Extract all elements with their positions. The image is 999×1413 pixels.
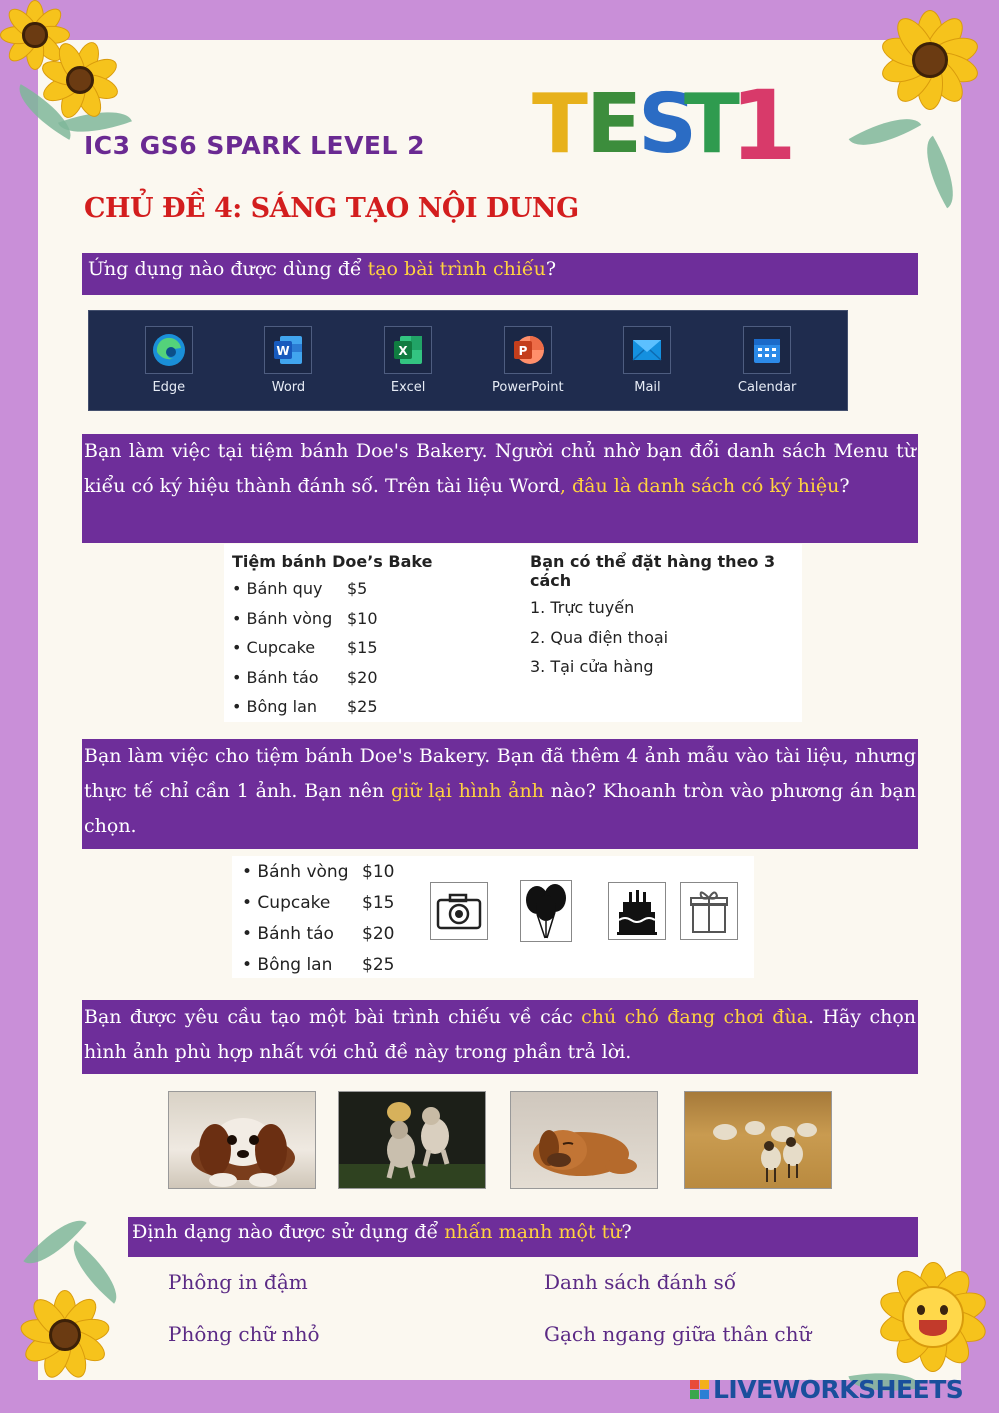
- powerpoint-icon: [504, 326, 552, 374]
- app-label: Mail: [634, 380, 661, 395]
- logo-letter: T: [532, 77, 588, 172]
- list-item: • Bánh vòng $10: [232, 608, 378, 628]
- list-item: • Bánh quy $5: [232, 579, 368, 598]
- app-icon-strip: [88, 310, 848, 411]
- question-1-bar: Ứng dụng nào được dùng để tạo bài trình chiếu?: [82, 253, 918, 295]
- logo-letter: S: [638, 77, 698, 172]
- watermark-text: LIVEWORKSHEETS: [713, 1374, 964, 1404]
- question-highlight: tạo bài trình chiếu: [367, 258, 546, 280]
- list-item: • Bông lan $25: [242, 955, 395, 975]
- list-heading: Bạn có thể đặt hàng theo 3 cách: [530, 552, 776, 590]
- liveworksheets-logo: [690, 1374, 963, 1404]
- course-title: IC3 GS6 SPARK LEVEL 2: [84, 131, 426, 160]
- image-choice-panel: [232, 856, 754, 978]
- question-2-bar: Bạn làm việc tại tiệm bánh Doe's Bakery. Người chủ nhờ bạn đổi danh sách Menu từ kiểu có ký hiệu thành đánh số. Trên tài liệu Word, đâu là danh sách có ký hiệu?: [82, 434, 918, 543]
- app-label: Edge: [152, 380, 186, 395]
- balloons-icon[interactable]: [520, 880, 572, 942]
- sheep-field-photo[interactable]: [684, 1091, 832, 1189]
- birthday-cake-icon[interactable]: [608, 882, 666, 940]
- svg-text:P: P: [518, 344, 528, 358]
- calendar-icon: [743, 326, 791, 374]
- logo-letter: T: [684, 77, 740, 172]
- app-calendar[interactable]: [717, 326, 817, 395]
- list-item: • Bông lan $25: [232, 697, 378, 716]
- list-item: • Bánh táo $20: [242, 924, 395, 944]
- option-strikethrough[interactable]: Gạch ngang giữa thân chữ: [544, 1322, 812, 1346]
- app-mail[interactable]: [597, 326, 697, 395]
- liveworksheets-icon: [690, 1380, 709, 1399]
- topic-title: CHỦ ĐỀ 4: SÁNG TẠO NỘI DUNG: [84, 193, 579, 224]
- app-word[interactable]: [238, 326, 338, 395]
- svg-text:W: W: [276, 344, 291, 358]
- list-item: • Bánh táo $20: [232, 667, 378, 687]
- excel-icon: [384, 326, 432, 374]
- question-5-bar: Định dạng nào được sử dụng để nhấn mạnh một từ?: [128, 1217, 918, 1257]
- question-highlight: chú chó đang chơi đùa: [581, 1006, 809, 1028]
- dogs-jumping-photo[interactable]: [338, 1091, 486, 1189]
- logo-letter: 1: [730, 70, 797, 182]
- list-item: • Cupcake $15: [232, 638, 378, 657]
- test-1-logo: [520, 70, 797, 182]
- question-3-bar: Bạn làm việc cho tiệm bánh Doe's Bakery. Bạn đã thêm 4 ảnh mẫu vào tài liệu, nhưng thực tế chỉ cần 1 ảnh. Bạn nên giữ lại hình ảnh nào? Khoanh tròn vào phương án bạn chọn.: [82, 739, 918, 849]
- app-label: Word: [271, 380, 306, 395]
- app-powerpoint[interactable]: [478, 326, 578, 395]
- option-numbered-list[interactable]: Danh sách đánh số: [544, 1270, 737, 1294]
- gift-box-icon[interactable]: [680, 882, 738, 940]
- app-edge[interactable]: [119, 326, 219, 395]
- app-excel[interactable]: [358, 326, 458, 395]
- app-label: PowerPoint: [492, 380, 564, 395]
- bulleted-list[interactable]: [232, 552, 432, 727]
- app-label: Excel: [390, 380, 426, 395]
- sleeping-puppy-photo[interactable]: [510, 1091, 658, 1189]
- mail-icon: [623, 326, 671, 374]
- dog-lying-photo[interactable]: [168, 1091, 316, 1189]
- numbered-list[interactable]: [530, 552, 802, 687]
- logo-letter: E: [586, 77, 643, 172]
- edge-icon: [145, 326, 193, 374]
- list-heading: Tiệm bánh Doe’s Bake: [232, 552, 433, 571]
- list-item: 3. Tại cửa hàng: [530, 657, 654, 676]
- list-item: • Cupcake $15: [242, 893, 395, 913]
- camera-icon[interactable]: [430, 882, 488, 940]
- list-item: 1. Trực tuyến: [530, 598, 635, 617]
- price-list: [242, 862, 395, 986]
- menu-list-image: [224, 544, 802, 722]
- list-item: 2. Qua điện thoại: [530, 627, 669, 647]
- option-small-font[interactable]: Phông chữ nhỏ: [168, 1322, 320, 1346]
- option-bold-font[interactable]: Phông in đậm: [168, 1270, 308, 1294]
- word-icon: [264, 326, 312, 374]
- question-highlight: , đâu là danh sách có ký hiệu: [559, 475, 840, 497]
- svg-text:X: X: [398, 344, 408, 358]
- list-item: • Bánh vòng $10: [242, 862, 395, 882]
- app-label: Calendar: [737, 380, 797, 395]
- question-4-bar: Bạn được yêu cầu tạo một bài trình chiếu về các chú chó đang chơi đùa. Hãy chọn hình ảnh phù hợp nhất với chủ đề này trong phần trả lời.: [82, 1000, 918, 1074]
- question-highlight: giữ lại hình ảnh: [391, 780, 544, 802]
- question-highlight: nhấn mạnh một từ: [444, 1221, 622, 1243]
